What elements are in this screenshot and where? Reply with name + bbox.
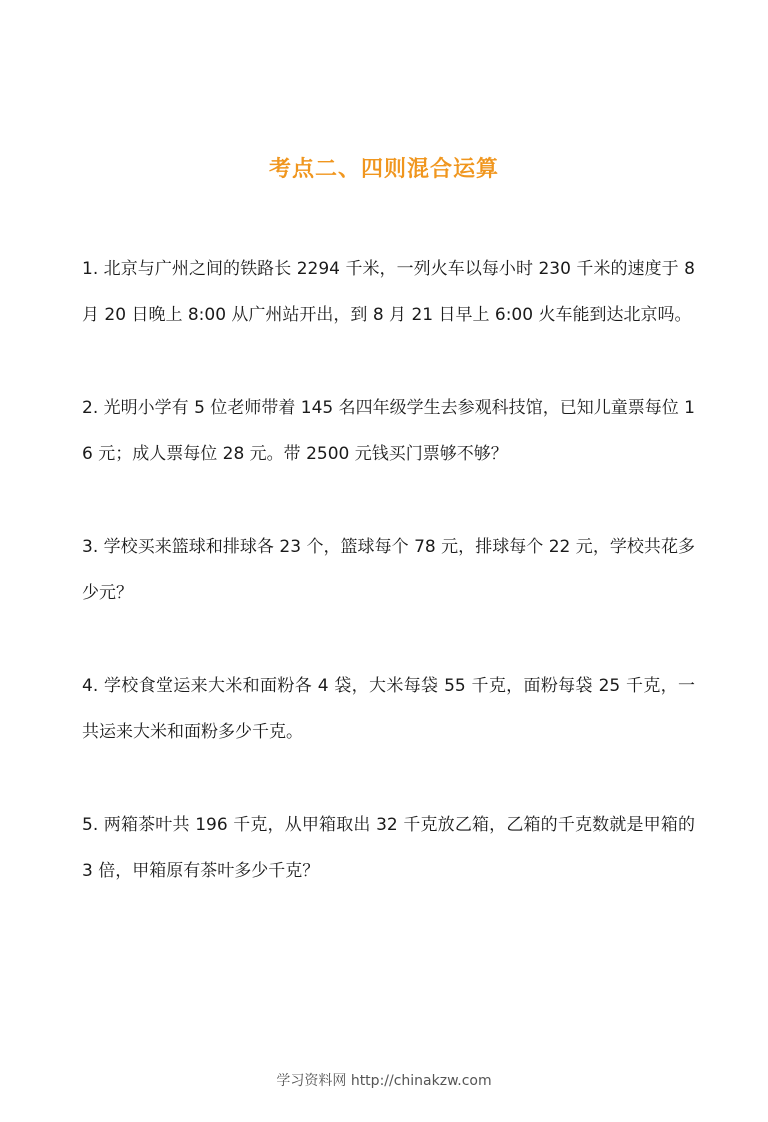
question-2: 2. 光明小学有 5 位老师带着 145 名四年级学生去参观科技馆，已知儿童票每位 16 元；成人票每位 28 元。带 2500 元钱买门票够不够？ (82, 398, 695, 464)
page-title: 考点二、四则混合运算 (268, 157, 499, 182)
question-list (82, 246, 695, 894)
question-5: 5. 两箱茶叶共 196 千克，从甲箱取出 32 千克放乙箱，乙箱的千克数就是甲箱的 3 倍，甲箱原有茶叶多少千克？ (82, 815, 695, 881)
question-3: 3. 学校买来篮球和排球各 23 个，篮球每个 78 元，排球每个 22 元，学校共花多少元？ (82, 537, 695, 603)
question-4: 4. 学校食堂运来大米和面粉各 4 袋，大米每袋 55 千克，面粉每袋 25 千克，一共运来大米和面粉多少千克。 (82, 676, 695, 742)
question-1: 1. 北京与广州之间的铁路长 2294 千米，一列火车以每小时 230 千米的速度于 8 月 20 日晚上 8:00 从广州站开出，到 8 月 21 日早上 6:00 火车能到达北京吗。 (82, 259, 695, 325)
footer-watermark: 学习资料网 http://chinakzw.com (276, 1073, 492, 1089)
